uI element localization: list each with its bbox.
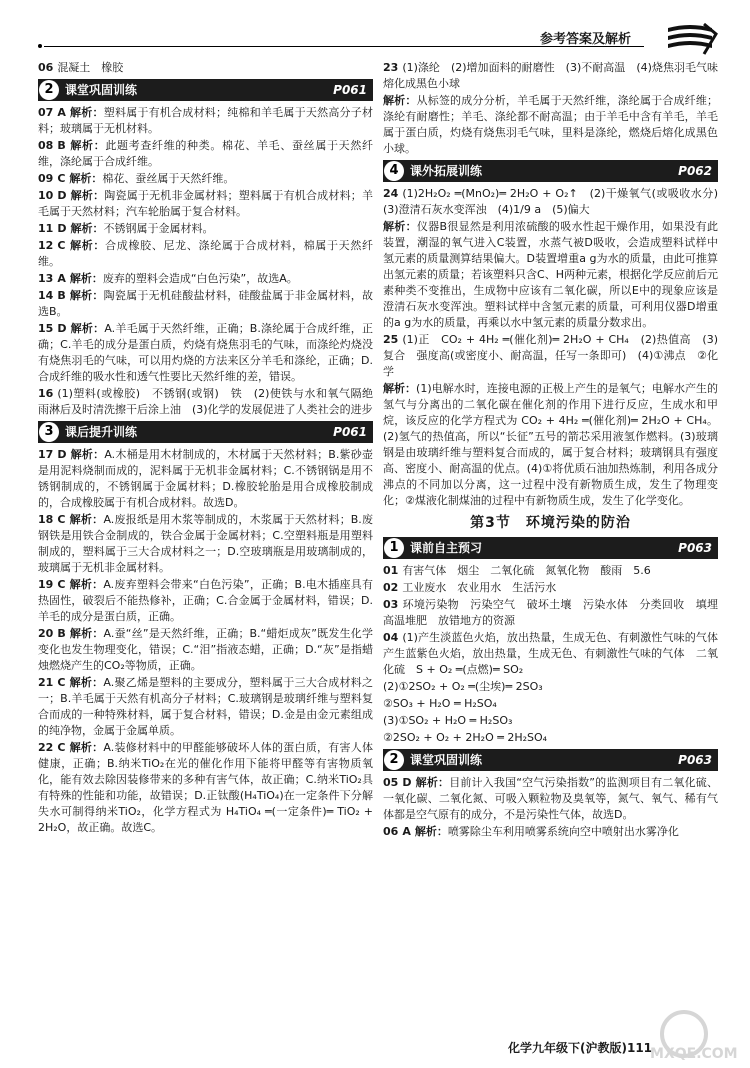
answer-item [383, 563, 718, 579]
question-number: 05 [383, 776, 399, 789]
question-number: 25 [383, 333, 399, 346]
answer-item [38, 188, 373, 220]
answer-item [383, 60, 729, 92]
question-number: 01 [383, 564, 399, 577]
answer-item [383, 93, 718, 157]
answer-choice: D [57, 222, 67, 235]
answer-item [383, 730, 718, 746]
answer-text: 陶瓷属于无机硅酸盐材料，硅酸盐属于非金属材料，故选B。 [38, 289, 374, 318]
answer-item [383, 824, 718, 840]
section-title: 课前自主预习 [410, 541, 483, 555]
answer-text: (1)塑料(或橡胶) 不锈钢(或钢) 铁 (2)使铁与水和氧气隔绝 雨淋后及时清洗擦干后涂上油 (3)化学的发展促进了人类社会的进步 [38, 387, 384, 416]
answer-item [38, 740, 373, 836]
answer-item [38, 105, 373, 137]
answer-choice: C [57, 513, 66, 526]
answer-text: 目前计入我国“空气污染指数”的监测项目有二氧化硫、一氧化碳、二氧化氮、可吸入颗粒物及臭氧等，氮气、氧气、稀有气体都是空气原有的成分，不是污染性气体，故选D。 [383, 776, 718, 821]
question-number: 18 [38, 513, 54, 526]
answer-choice: C [57, 578, 66, 591]
answer-choice: B [57, 139, 66, 152]
answer-text: (1)电解水时，连接电源的正极上产生的是氧气；电解水产生的氢气与分离出的二氧化碳在催化剂的作用下进行反应，生成水和甲烷，该反应的化学方程式为 CO₂ + 4H₂ ═(催化剂)═ 2H₂O + CH₄。(2)氢气的热值高，所以“长征”五号的箭芯采用液氢作燃料。(3)玻璃钢是由玻璃纤维与塑料复合而成的，属于复合材料；玻璃钢具有强度高、密度小、耐高温的优点。(4)①将优质石油加热炼制，利用各成分沸点的不同加以分离，这一过程中没有新物质生成，发生了物理变化；②煤液化制煤油的过程中有新物质生成，发生了化学变化。 [383, 382, 718, 507]
answer-item [38, 238, 373, 270]
answer-item [38, 60, 373, 76]
analysis-label: 解析： [70, 189, 105, 202]
answer-text: 棉花、蚕丝属于天然纤维。 [102, 172, 235, 185]
answer-text: A.废报纸是用木浆等制成的，木浆属于天然材料；B.废钢铁是用铁合金制成的，铁合金属于金属材料；C.空塑料瓶是用塑料制成的，塑料属于三大合成材料之一；D.空玻璃瓶是用玻璃制成的，玻璃属于无机非金属材料。 [38, 513, 374, 574]
analysis-label: 解析： [383, 382, 417, 395]
analysis-label: 解析： [69, 139, 106, 152]
answer-text: (1)正 CO₂ + 4H₂ ═(催化剂)═ 2H₂O + CH₄ (2)热值高 (3)复合 强度高(或密度小、耐高温，任写一条即可) (4)①沸点 ②化学 [383, 333, 718, 378]
answer-item [383, 713, 718, 729]
section-page-ref: P061 [333, 83, 367, 97]
question-number: 24 [383, 187, 399, 200]
answer-item [38, 577, 373, 625]
answer-item [383, 381, 718, 509]
answer-item [38, 447, 373, 511]
question-number: 10 [38, 189, 54, 202]
question-number: 21 [38, 676, 54, 689]
section-number-badge: 1 [384, 538, 404, 558]
analysis-label: 解析： [69, 627, 104, 640]
answer-item [38, 138, 373, 170]
right-column [383, 60, 729, 841]
question-number: 04 [383, 631, 399, 644]
question-number: 14 [38, 289, 54, 302]
section-bar [383, 537, 718, 559]
question-number: 17 [38, 448, 54, 461]
answer-item [38, 626, 373, 674]
answer-text: 混凝土 橡胶 [57, 61, 124, 74]
section-number-badge: 2 [39, 80, 59, 100]
answer-item [38, 675, 373, 739]
question-number: 02 [383, 581, 399, 594]
answer-text: 塑料属于有机合成材料；纯棉和羊毛属于天然高分子材料；玻璃属于无机材料。 [38, 106, 374, 135]
answer-item [38, 171, 373, 187]
section-bar [38, 421, 373, 443]
answer-text: A.废弃塑料会带来“白色污染”，正确；B.电木插座具有热固性，破裂后不能热修补，正确；C.合金属于金属材料，错误；D.羊毛的成分是蛋白质，正确。 [38, 578, 373, 623]
answer-text: A.羊毛属于天然纤维，正确；B.涤纶属于合成纤维，正确；C.羊毛的成分是蛋白质，灼烧有烧焦羽毛的气味，而涤纶灼烧没有烧焦羽毛的气味，可以用灼烧的方法来区分羊毛和涤纶，正确；D.合成纤维的吸水性和透气性要比天然纤维的差，错误。 [38, 322, 373, 383]
section-title: 课外拓展训练 [410, 164, 483, 178]
question-number: 16 [38, 387, 54, 400]
answer-text: 此题考查纤维的种类。棉花、羊毛、蚕丝属于天然纤维，涤纶属于合成纤维。 [38, 139, 374, 168]
answer-item [383, 696, 718, 712]
answer-text: 不锈钢属于金属材料。 [103, 222, 214, 235]
answer-choice: C [57, 741, 66, 754]
analysis-label: 解析： [383, 94, 417, 107]
analysis-label: 解析： [70, 448, 105, 461]
answer-choice: C [57, 172, 66, 185]
question-number: 03 [383, 598, 399, 611]
answer-item [383, 679, 718, 695]
analysis-label: 解析： [69, 289, 104, 302]
answer-choice: D [57, 448, 67, 461]
analysis-label: 解析： [69, 676, 104, 689]
answer-text: A.聚乙烯是塑料的主要成分，塑料属于三大合成材料之一；B.羊毛属于天然有机高分子材料；C.玻璃钢是玻璃纤维与塑料复合而成的一种特殊材料，属于复合材料，错误；D.金是由金元素组成的纯净物，金属于金属单质。 [38, 676, 374, 737]
answer-text: ②2SO₂ + O₂ + 2H₂O ═ 2H₂SO₄ [383, 731, 548, 744]
section-bar [383, 160, 718, 182]
question-number: 07 [38, 106, 54, 119]
answer-choice: A [57, 272, 66, 285]
header-dot [38, 44, 42, 48]
answer-choice: A [57, 106, 66, 119]
page-footer: 化学九年级下(沪教版)111 [508, 1041, 653, 1055]
analysis-label: 解析： [69, 272, 103, 285]
answer-text: 环境污染物 污染空气 破坏土壤 污染水体 分类回收 填埋 高温堆肥 放错地方的资源 [383, 598, 729, 627]
question-number: 09 [38, 172, 54, 185]
analysis-label: 解析： [70, 322, 105, 335]
section-page-ref: P061 [333, 425, 367, 439]
answer-item [38, 288, 373, 320]
question-number: 11 [38, 222, 54, 235]
watermark-logo: MXQE.COM [650, 1010, 740, 1065]
header-title: 参考答案及解析 [540, 32, 632, 47]
question-number: 06 [383, 825, 399, 838]
answer-text: A.木桶是用木材制成的，木材属于天然材料；B.紫砂壶是用泥料烧制而成的，泥料属于无机非金属材料；C.不锈钢锅是用不锈钢制成的，不锈钢属于金属材料；D.橡胶轮胎是用合成橡胶制成的，合成橡胶属于有机合成材料。故选D。 [38, 448, 373, 509]
section-number-badge: 4 [384, 161, 404, 181]
page-header [0, 0, 750, 56]
answer-choice: A [402, 825, 411, 838]
analysis-label: 解析： [414, 825, 448, 838]
question-number: 13 [38, 272, 54, 285]
answer-item [383, 580, 718, 596]
analysis-label: 解析： [69, 513, 104, 526]
answer-text: 喷雾除尘车利用喷雾系统向空中喷射出水雾净化 [447, 825, 679, 838]
answer-text: (1)涤纶 (2)增加面料的耐磨性 (3)不耐高温 (4)烧焦羽毛气味 熔化成黑色小球 [383, 61, 729, 90]
answer-choice: D [402, 776, 412, 789]
book-logo-icon [660, 20, 720, 60]
section-bar [38, 79, 373, 101]
section-page-ref: P062 [678, 164, 712, 178]
answer-item [383, 597, 729, 629]
question-number: 22 [38, 741, 54, 754]
answer-item [383, 775, 718, 823]
analysis-label: 解析： [69, 172, 103, 185]
question-number: 08 [38, 139, 54, 152]
question-number: 15 [38, 322, 54, 335]
section-title: 课堂巩固训练 [410, 753, 483, 767]
section-title: 课堂巩固训练 [65, 83, 138, 97]
answer-text: 废弃的塑料会造成“白色污染”，故选A。 [102, 272, 298, 285]
answer-choice: B [57, 289, 66, 302]
answer-item [38, 271, 373, 287]
answer-text: A.蚕“丝”是天然纤维，正确；B.“蜡炬成灰”既发生化学变化也发生物理变化，错误；C.“泪”指液态蜡，正确；D.“灰”是指蜡烛燃烧产生的CO₂等物质，正确。 [38, 627, 374, 672]
analysis-label: 解析： [70, 222, 104, 235]
analysis-label: 解析： [69, 106, 104, 119]
answer-text: 有害气体 烟尘 二氧化硫 氮氧化物 酸雨 5.6 [402, 564, 651, 577]
section-page-ref: P063 [678, 541, 712, 555]
answer-item [38, 221, 373, 237]
answer-text: 合成橡胶、尼龙、涤纶属于合成材料，棉属于天然纤维。 [38, 239, 374, 268]
analysis-label: 解析： [69, 741, 104, 754]
answer-item [38, 512, 373, 576]
section-heading: 第3节 环境污染的防治 [470, 515, 631, 531]
answer-text: 工业废水 农业用水 生活污水 [402, 581, 557, 594]
section-bar [383, 749, 718, 771]
answer-item [38, 321, 373, 385]
section-number-badge: 3 [39, 422, 59, 442]
answer-item [383, 332, 718, 380]
analysis-label: 解析： [69, 239, 106, 252]
question-number: 06 [38, 61, 54, 74]
answer-choice: D [57, 322, 67, 335]
answer-text: (2)①2SO₂ + O₂ ═(尘埃)═ 2SO₃ [383, 680, 543, 693]
answer-item [38, 386, 384, 418]
analysis-label: 解析： [69, 578, 104, 591]
section-page-ref: P063 [678, 753, 712, 767]
question-number: 23 [383, 61, 399, 74]
answer-item [383, 219, 718, 331]
answer-item [383, 630, 729, 678]
question-number: 20 [38, 627, 54, 640]
section-title: 课后提升训练 [65, 425, 138, 439]
answer-text: (3)①SO₂ + H₂O ═ H₂SO₃ [383, 714, 513, 727]
answer-choice: B [57, 627, 66, 640]
analysis-label: 解析： [383, 220, 417, 233]
question-number: 19 [38, 578, 54, 591]
answer-text: (1)产生淡蓝色火焰，放出热量，生成无色、有刺激性气味的气体 产生蓝紫色火焰，放出热量，生成无色、有刺激性气味的气体 二氧化硫 S + O₂ ═(点燃)═ SO₂ [383, 631, 729, 676]
answer-text: 陶瓷属于无机非金属材料；塑料属于有机合成材料；羊毛属于天然材料；汽车轮胎属于复合材料。 [38, 189, 374, 218]
answer-text: A.装修材料中的甲醛能够破坏人体的蛋白质，有害人体健康，正确；B.纳米TiO₂在光的催化作用下能将甲醛等有害物质氧化，能有效去除因装修带来的多种有害气体，故正确；C.纳米TiO₂具有特殊的性能和功能，故错误；D.正钛酸(H₄TiO₄)在一定条件下分解失水可制得纳米TiO₂，化学方程式为 H₄TiO₄ ═(一定条件)═ TiO₂ + 2H₂O，故正确。故选C。 [38, 741, 374, 834]
question-number: 12 [38, 239, 54, 252]
section-number-badge: 2 [384, 750, 404, 770]
answer-choice: D [57, 189, 67, 202]
answer-item [383, 186, 729, 218]
answer-text: (1)2H₂O₂ ═(MnO₂)═ 2H₂O + O₂↑ (2)干燥氧气(或吸收水分) (3)澄清石灰水变浑浊 (4)1/9 a (5)偏大 [383, 187, 729, 216]
analysis-label: 解析： [415, 776, 450, 789]
answer-text: 从标签的成分分析，羊毛属于天然纤维，涤纶属于合成纤维；涤纶有耐磨性；羊毛、涤纶都不耐高温；由于羊毛中含有羊毛，羊毛属于蛋白质，灼烧有烧焦羽毛气味，里料是涤纶，燃烧后熔化成黑色小球。 [383, 94, 719, 155]
answer-text: ②SO₃ + H₂O ═ H₂SO₄ [383, 697, 497, 710]
answer-text: 仪器B很显然是利用浓硫酸的吸水性起干燥作用，如果没有此装置，潮湿的氧气进入C装置，水蒸气被D吸收，会造成塑料试样中氢元素的质量测算结果偏大。D装置增重a g为水的质量，由此可推算出氢元素的质量；若该塑料只含C、H两种元素，根据化学反应前后元素种类不变推出，生成物中应该有二氧化碳，所以E中的现象应该是澄清石灰水变浑浊。塑料试样中含氢元素的质量，可利用仪器D增重的a g为水的质量，再乘以水中氢元素的质量分数求出。 [383, 220, 718, 329]
answer-choice: C [57, 239, 66, 252]
left-column [38, 60, 384, 837]
answer-choice: C [57, 676, 66, 689]
